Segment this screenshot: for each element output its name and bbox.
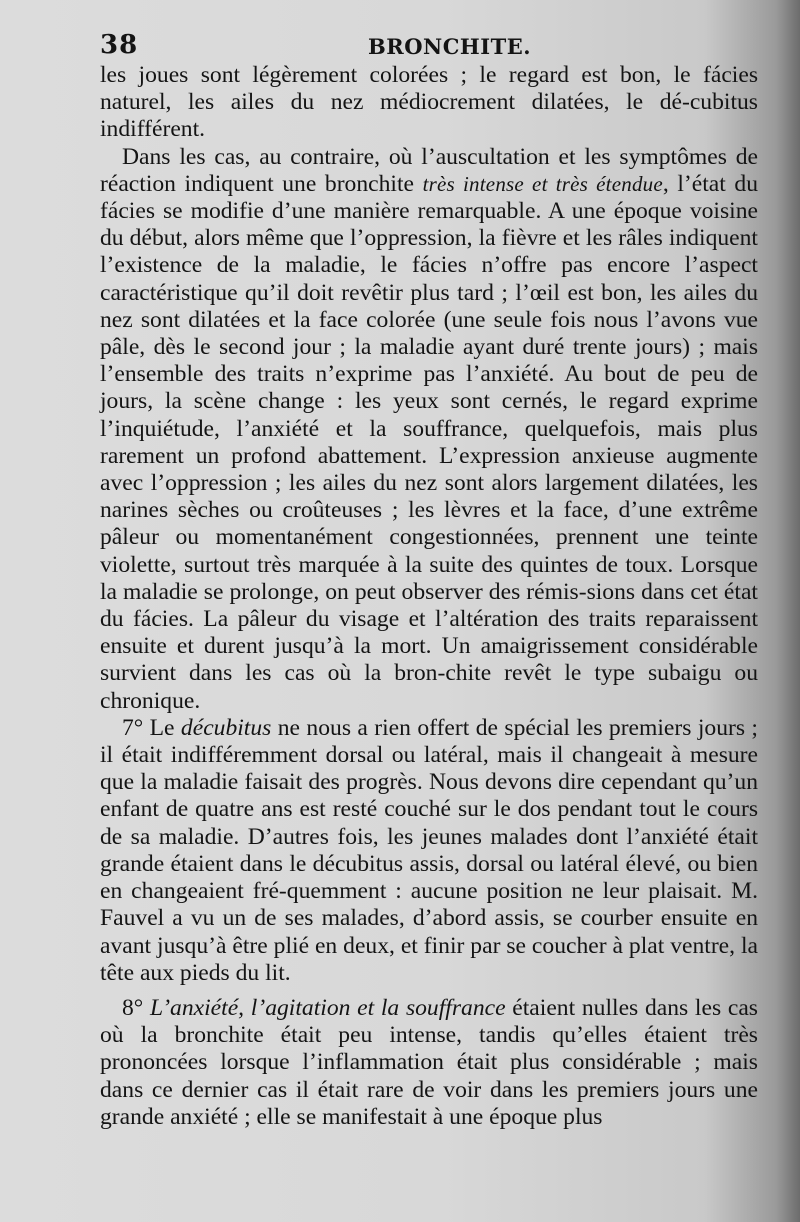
body-text bbox=[100, 62, 758, 1131]
text-run: 8° bbox=[122, 994, 150, 1021]
paragraph-continuation bbox=[100, 62, 758, 144]
text-run: Dans les cas, au contraire, où l’auscultation et les symptômes de réaction indiquent une bronchite bbox=[100, 143, 758, 197]
text-run: ne nous a rien offert de spécial les premiers jours ; il était indifféremment dorsal ou latéral, mais il changeait à mesure que la maladie faisait des progrès. Nous devons dire cependant qu’un enfant de quatre ans est resté couché sur le dos pendant tout le cours de sa maladie. D’autres fois, les jeunes malades dont l’anxiété était grande étaient dans le décubitus assis, dorsal ou latéral élevé, ou bien en changeaient fré-quemment : aucune position ne leur plaisait. M. Fauvel a vu un de ses malades, d’abord assis, se courber ensuite en avant jusqu’à être plié en deux, et finir par se coucher à plat ventre, la tête aux pieds du lit. bbox=[100, 714, 758, 986]
paragraph-facies bbox=[100, 144, 758, 715]
italic-term: décubitus bbox=[180, 714, 272, 741]
text-run: 7° Le bbox=[122, 714, 181, 741]
paragraph-anxiete bbox=[100, 995, 758, 1131]
text-run: étaient nulles dans les cas où la bronchite était peu intense, tandis qu’elles étaient très prononcées lorsque l’inflammation était plus considérable ; mais dans ce dernier cas il était rare de voir dans les premiers jours une grande anxiété ; elle se manifestait à une époque plus bbox=[100, 994, 758, 1130]
italic-term: L’anxiété, l’agitation et la souffrance bbox=[149, 994, 506, 1021]
page-header bbox=[100, 30, 750, 62]
text-run: , l’état du fácies se modifie d’une manière remarquable. A une époque voisine du début, alors même que l’oppression, la fièvre et les râles indiquent l’existence de la maladie, le fácies n’offre pas encore l’aspect caractéristique qu’il doit revêtir plus tard ; l’œil est bon, les ailes du nez sont dilatées et la face colorée (une seule fois nous l’avons vue pâle, dès le second jour ; la maladie ayant duré trente jours) ; mais l’ensemble des traits n’exprime pas l’anxiété. Au bout de peu de jours, la scène change : les yeux sont cernés, le regard exprime l’inquiétude, l’anxiété et la souffrance, quelquefois, mais plus rarement un profond abattement. L’expression anxieuse augmente avec l’oppression ; les ailes du nez sont alors largement dilatées, les narines sèches ou croûteuses ; les lèvres et la face, d’une extrême pâleur ou momentanément congestionnées, prennent une teinte violette, surtout très marquée à la suite des quintes de toux. Lorsque la maladie se prolonge, on peut observer des rémis-sions dans cet état du fácies. La pâleur du visage et l’altération des traits reparaissent ensuite et durent jusqu’à la mort. Un amaigrissement considérable survient dans les cas où la bron-chite revêt le type subaigu ou chronique. bbox=[100, 170, 758, 714]
text-run: les joues sont légèrement colorées ; le regard est bon, le fácies naturel, les ailes du nez médiocrement dilatées, le dé-cubitus indifférent. bbox=[100, 62, 758, 143]
paragraph-decubitus bbox=[100, 715, 758, 987]
page-number: 38 bbox=[100, 30, 139, 60]
italic-phrase: très intense et très étendue bbox=[422, 171, 663, 196]
running-title: BRONCHITE. bbox=[368, 34, 532, 59]
